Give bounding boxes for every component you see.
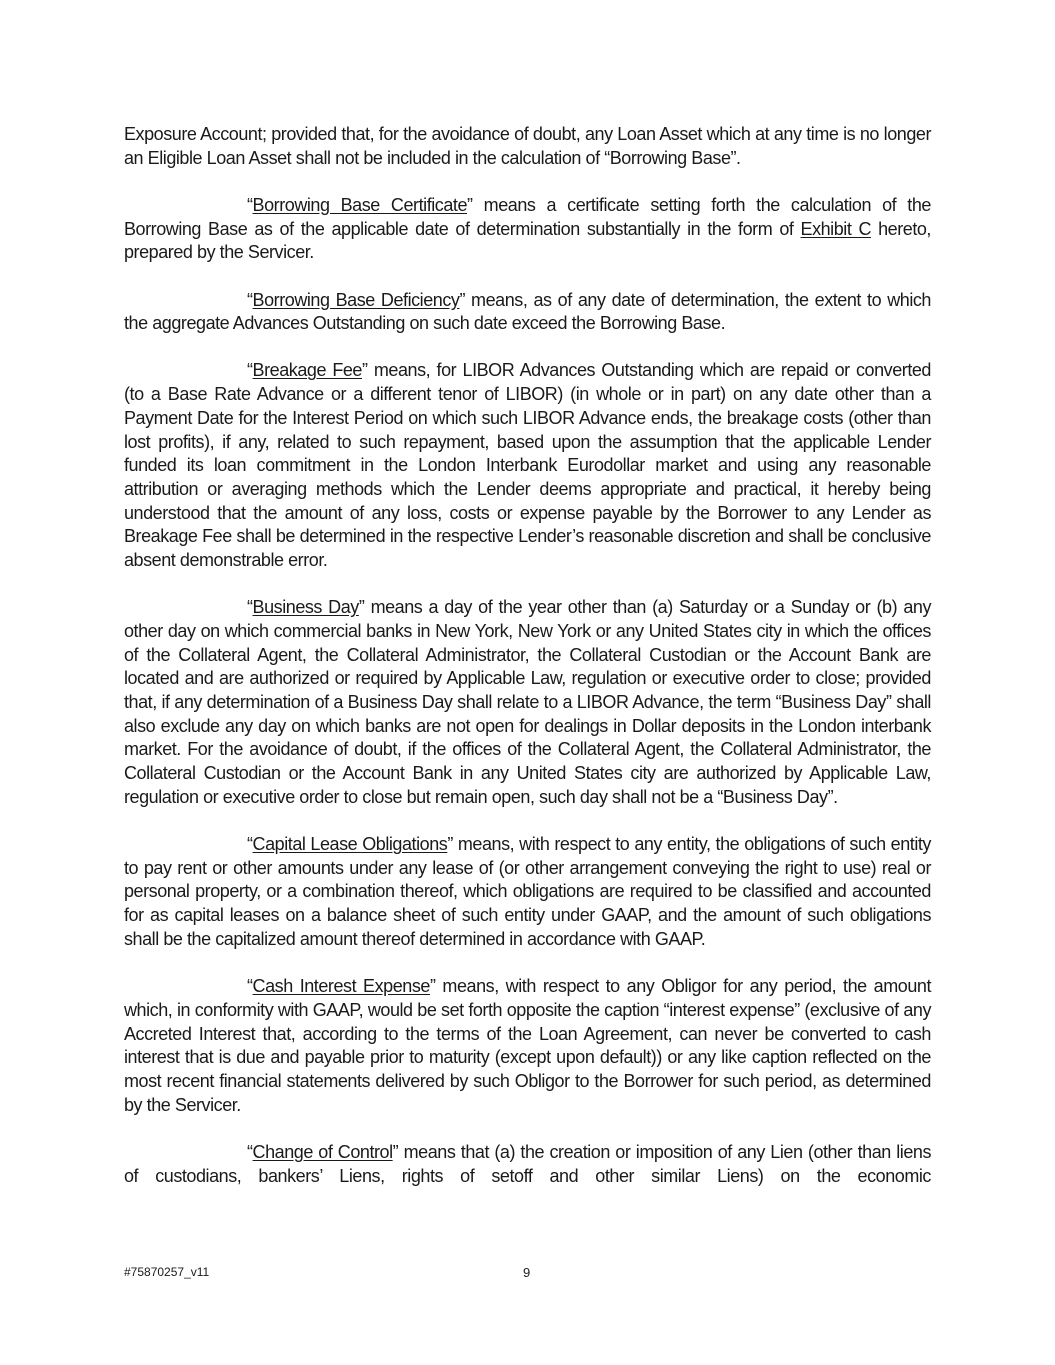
definition-text: means, for LIBOR Advances Outstanding which are repaid or converted (to a Base Rate Advance or a different tenor of LIBOR) (in whole or in part) on any date other than a Payment Date for the Interest Period on which such LIBOR Advance ends, the breakage costs (other than lost profits), if any, related to such repayment, based upon the assumption that the applicable Lender funded its loan commitment in the London Interbank Eurodollar market and using any reasonable attribution or averaging methods which the Lender deems appropriate and practical, it hereby being understood that the amount of any loss, costs or expense payable by the Borrower to any Lender as Breakage Fee shall be determined in the respective Lender’s reasonable discretion and shall be conclusive absent demonstrable error. — [124, 360, 931, 571]
open-quote: “ — [247, 1141, 253, 1162]
definition-borrowing-base-certificate — [124, 194, 931, 265]
defined-term: Borrowing Base Certificate — [252, 194, 468, 215]
exhibit-reference: Exhibit C — [800, 218, 872, 239]
defined-term: Borrowing Base Deficiency — [252, 289, 460, 310]
definition-capital-lease-obligations — [124, 833, 931, 952]
close-quote: ” — [447, 834, 453, 855]
definition-text: means that (a) the creation or imposition of any Lien (other than liens of custodians, bankers’ Liens, rights of setoff and other similar Liens) on the economic — [124, 1141, 931, 1186]
close-quote: ” — [362, 360, 368, 381]
close-quote: ” — [459, 289, 465, 310]
defined-term: Breakage Fee — [252, 360, 362, 381]
open-quote: “ — [247, 597, 253, 618]
definition-text: means, with respect to any Obligor for any period, the amount which, in conformity with GAAP, would be set forth opposite the caption “interest expense” (exclusive of any Accreted Interest that, according to the terms of the Loan Agreement, can never be converted to cash interest that is due and payable prior to maturity (except upon default)) or any like caption reflected on the most recent financial statements delivered by such Obligor to the Borrower for such period, as determined by the Servicer. — [124, 976, 931, 1115]
open-quote: “ — [247, 834, 253, 855]
open-quote: “ — [247, 976, 253, 997]
document-id: #75870257_v11 — [124, 1265, 210, 1279]
defined-term: Capital Lease Obligations — [252, 834, 448, 855]
page-number: 9 — [523, 1265, 531, 1280]
open-quote: “ — [247, 289, 253, 310]
definition-text: means, with respect to any entity, the obligations of such entity to pay rent or other amounts under any lease of (or other arrangement conveying the right to use) real or personal property, or a combination thereof, which obligations are required to be classified and accounted for as capital leases on a balance sheet of such entity under GAAP, and the amount of such obligations shall be the capitalized amount thereof determined in accordance with GAAP. — [124, 834, 931, 949]
definition-text: means, as of any date of determination, the extent to which the aggregate Advances Outstanding on such date exceed the Borrowing Base. — [124, 289, 931, 334]
definition-borrowing-base-deficiency — [124, 289, 931, 336]
definition-text: means a day of the year other than (a) Saturday or a Sunday or (b) any other day on which commercial banks in New York, New York or any United States city in which the offices of the Collateral Agent, the Collateral Administrator, the Collateral Custodian or the Account Bank are located and are authorized or required by Applicable Law, regulation or executive order to close; provided that, if any determination of a Business Day shall relate to a LIBOR Advance, the term “Business Day” shall also exclude any day on which banks are not open for dealings in Dollar deposits in the London interbank market. For the avoidance of doubt, if the offices of the Collateral Agent, the Collateral Administrator, the Collateral Custodian or the Account Bank in any United States city are authorized by Applicable Law, regulation or executive order to close but remain open, such day shall not be a “Business Day”. — [124, 597, 931, 807]
definition-breakage-fee — [124, 359, 931, 572]
open-quote: “ — [247, 194, 253, 215]
definition-cash-interest-expense — [124, 975, 931, 1117]
close-quote: ” — [358, 597, 365, 618]
close-quote: ” — [392, 1141, 399, 1162]
continuation-paragraph: Exposure Account; provided that, for the avoidance of doubt, any Loan Asset which at any time is no longer an Eligible Loan Asset shall not be included in the calculation of “Borrowing Base”. — [124, 124, 931, 168]
defined-term: Business Day — [252, 597, 359, 618]
close-quote: ” — [467, 194, 473, 215]
document-page — [124, 123, 931, 1212]
definition-business-day — [124, 596, 931, 809]
defined-term: Cash Interest Expense — [252, 976, 430, 997]
definition-text: means a certificate setting forth the calculation of the Borrowing Base as of the applicable date of determination substantially in the form of — [124, 194, 931, 239]
open-quote: “ — [247, 360, 253, 381]
defined-term: Change of Control — [252, 1141, 393, 1162]
definition-change-of-control — [124, 1141, 931, 1188]
close-quote: ” — [429, 976, 436, 997]
definition-text: hereto, prepared by the Servicer. — [124, 218, 931, 263]
